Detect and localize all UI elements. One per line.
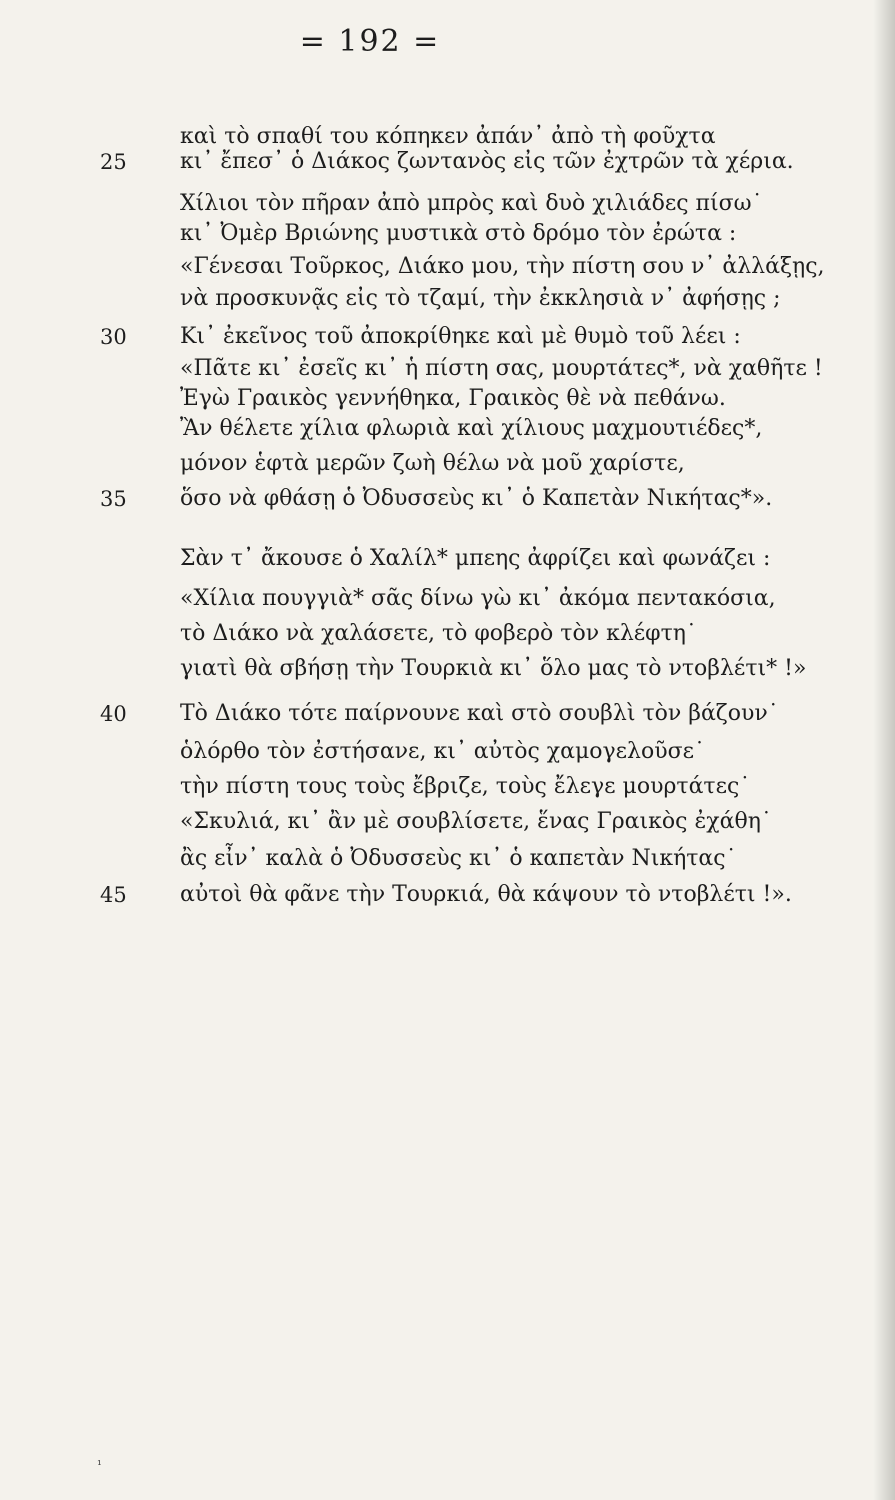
line-text: «Πᾶτε κι᾽ ἐσεῖς κι᾽ ἡ πίστη σας, μουρτάτες*, νὰ χαθῆτε ! (180, 356, 823, 381)
line-text: κι᾽ Ὀμὲρ Βριώνης μυστικὰ στὸ δρόμο τὸν ἐρώτα : (180, 221, 737, 246)
verse-line (0, 615, 895, 653)
page-edge-shadow (873, 0, 895, 1500)
line-text: γιατὶ θὰ σβήσῃ τὴν Τουρκιὰ κι᾽ ὅλο μας τὸ ντοβλέτι* !» (180, 656, 807, 681)
line-text: Χίλιοι τὸν πῆραν ἀπὸ μπρὸς καὶ δυὸ χιλιάδες πίσω˙ (180, 191, 763, 216)
line-text: αὐτοὶ θὰ φᾶνε τὴν Τουρκιά, θὰ κάψουν τὸ ντοβλέτι !». (180, 882, 792, 907)
line-number: 45 (100, 883, 127, 907)
line-text: «Σκυλιά, κι᾽ ἂν μὲ σουβλίσετε, ἕνας Γραικὸς ἐχάθη˙ (180, 809, 772, 834)
line-number: 30 (100, 325, 127, 349)
verse-line (0, 768, 895, 806)
verse-line (0, 540, 895, 578)
line-number: 40 (100, 702, 127, 726)
line-text: τὴν πίστη τους τοὺς ἔβριζε, τοὺς ἔλεγε μουρτάτες˙ (180, 774, 751, 799)
verse-line (0, 695, 895, 733)
line-number: 35 (100, 487, 127, 511)
page-number-header: = 192 = (299, 24, 441, 59)
verse-line (0, 733, 895, 771)
line-text: μόνον ἑφτὰ μερῶν ζωὴ θέλω νὰ μοῦ χαρίστε, (180, 451, 685, 476)
verse-line (0, 410, 895, 448)
verse-line (0, 876, 895, 914)
line-text: καὶ τὸ σπαθί του κόπηκεν ἀπάν᾽ ἀπὸ τὴ φοῦχτα (180, 124, 716, 149)
verse-line (0, 280, 895, 318)
verse-line (0, 480, 895, 518)
verse-line (0, 445, 895, 483)
verse-line (0, 580, 895, 618)
line-text: κι᾽ ἔπεσ᾽ ὁ Διάκος ζωντανὸς εἰς τῶν ἐχτρῶν τὰ χέρια. (180, 149, 794, 174)
line-text: ὁλόρθο τὸν ἐστήσανε, κι᾽ αὐτὸς χαμογελοῦσε˙ (180, 739, 706, 764)
corner-mark: ¹ (97, 1458, 102, 1472)
line-number: 25 (100, 150, 127, 174)
line-text: «Χίλια πουγγιὰ* σᾶς δίνω γὼ κι᾽ ἀκόμα πεντακόσια, (180, 586, 776, 611)
line-text: Σὰν τ᾽ ἄκουσε ὁ Χαλίλ* μπεης ἀφρίζει καὶ φωνάζει : (180, 546, 771, 571)
line-text: ἂς εἶν᾽ καλὰ ὁ Ὀδυσσεὺς κι᾽ ὁ καπετὰν Νικήτας˙ (180, 846, 737, 871)
line-text: ὅσο νὰ φθάσῃ ὁ Ὀδυσσεὺς κι᾽ ὁ Καπετὰν Νικήτας*». (180, 486, 773, 511)
verse-line (0, 650, 895, 688)
line-text: «Γένεσαι Τοῦρκος, Διάκο μου, τὴν πίστη σου ν᾽ ἀλλάξῃς, (180, 254, 825, 279)
verse-line (0, 143, 895, 181)
line-text: Τὸ Διάκο τότε παίρνουνε καὶ στὸ σουβλὶ τὸν βάζουν˙ (180, 701, 779, 726)
line-text: νὰ προσκυνᾷς εἰς τὸ τζαμί, τὴν ἐκκλησιὰ ν᾽ ἀφήσῃς ; (180, 286, 781, 311)
verse-line (0, 803, 895, 841)
line-text: Κι᾽ ἐκεῖνος τοῦ ἀποκρίθηκε καὶ μὲ θυμὸ τοῦ λέει : (180, 324, 741, 349)
line-text: τὸ Διάκο νὰ χαλάσετε, τὸ φοβερὸ τὸν κλέφτη˙ (180, 621, 697, 646)
verse-line (0, 840, 895, 878)
line-text: Ἂν θέλετε χίλια φλωριὰ καὶ χίλιους μαχμουτιέδες*, (180, 416, 763, 441)
line-text: Ἐγὼ Γραικὸς γεννήθηκα, Γραικὸς θὲ νὰ πεθάνω. (180, 386, 726, 411)
